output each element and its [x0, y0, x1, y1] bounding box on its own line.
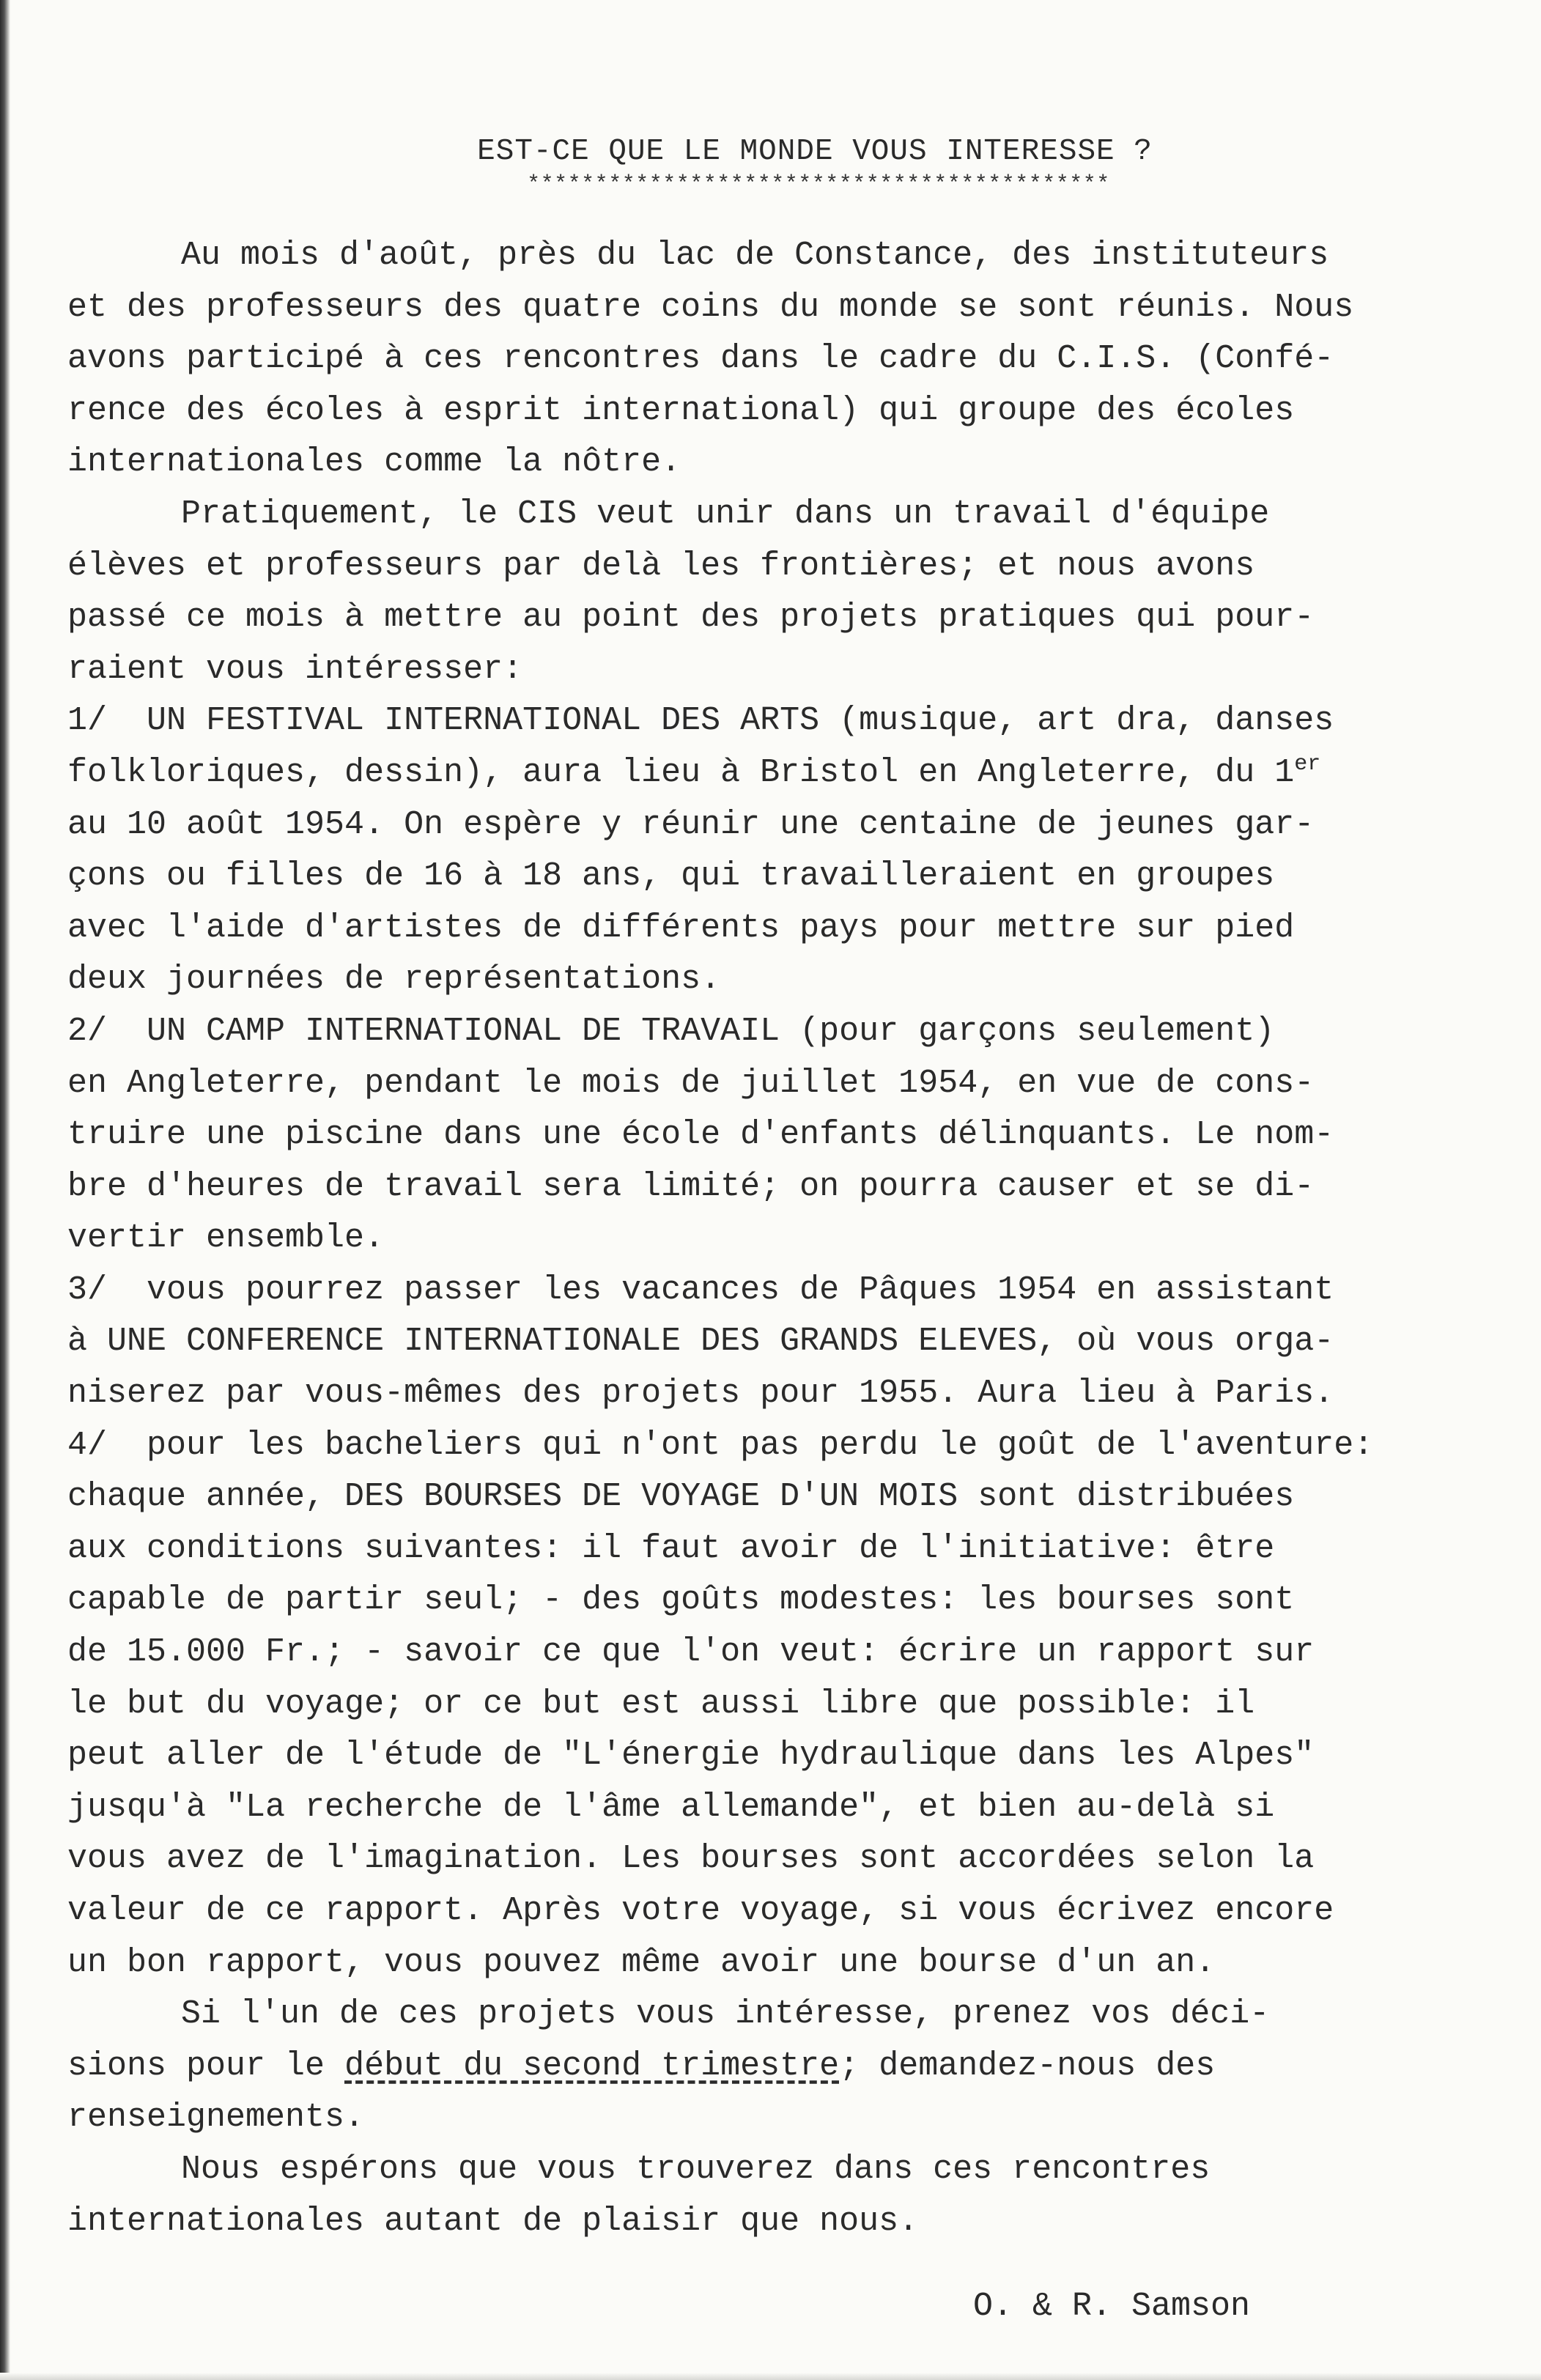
superscript: er [1294, 751, 1321, 777]
text-line: 3/ vous pourrez passer les vacances de Pâques 1954 en assistant [67, 1271, 1334, 1309]
text-segment: folkloriques, dessin), aura lieu à Bristol en Angleterre, du 1 [67, 753, 1295, 791]
text-line: chaque année, DES BOURSES DE VOYAGE D'UN MOIS sont distribuées [67, 1478, 1295, 1516]
text-line: 4/ pour les bacheliers qui n'ont pas perdu le goût de l'aventure: [67, 1426, 1374, 1464]
text-line: avec l'aide d'artistes de différents pays pour mettre sur pied [67, 909, 1295, 947]
text-line: raient vous intéresser: [67, 650, 523, 688]
title-rule: ******************************************* [527, 172, 1110, 197]
text-line: élèves et professeurs par delà les frontières; et nous avons [67, 547, 1255, 585]
text-line: au 10 août 1954. On espère y réunir une centaine de jeunes gar- [67, 805, 1315, 843]
text-line: Nous espérons que vous trouverez dans ces rencontres [181, 2150, 1211, 2188]
signature: O. & R. Samson [973, 2288, 1251, 2325]
text-line: de 15.000 Fr.; - savoir ce que l'on veut: écrire un rapport sur [67, 1633, 1315, 1671]
page-title: EST-CE QUE LE MONDE VOUS INTERESSE ? [477, 135, 1153, 169]
text-line: internationales comme la nôtre. [67, 443, 681, 481]
text-line: vous avez de l'imagination. Les bourses sont accordées selon la [67, 1840, 1315, 1878]
text-segment: ; demandez-nous des [839, 2047, 1216, 2085]
text-line: vertir ensemble. [67, 1219, 385, 1257]
text-line: aux conditions suivantes: il faut avoir de l'initiative: être [67, 1529, 1275, 1567]
text-line: renseignements. [67, 2099, 365, 2137]
underlined-phrase: début du second trimestre [344, 2047, 840, 2085]
text-line: le but du voyage; or ce but est aussi libre que possible: il [67, 1685, 1255, 1723]
text-line: niserez par vous-mêmes des projets pour 1955. Aura lieu à Paris. [67, 1375, 1334, 1413]
text-line [67, 2041, 1474, 2093]
text-line: Pratiquement, le CIS veut unir dans un travail d'équipe [181, 495, 1270, 533]
text-line: Au mois d'août, près du lac de Constance, des instituteurs [181, 237, 1329, 274]
text-line: passé ce mois à mettre au point des projets pratiques qui pour- [67, 599, 1315, 637]
text-line [67, 747, 1474, 799]
text-line: rence des écoles à esprit international) qui groupe des écoles [67, 391, 1295, 429]
text-line: Si l'un de ces projets vous intéresse, prenez vos déci- [181, 1995, 1270, 2033]
text-line: jusqu'à "La recherche de l'âme allemande", et bien au-delà si [67, 1788, 1275, 1826]
text-line: deux journées de représentations. [67, 961, 721, 999]
text-segment: sions pour le [67, 2047, 345, 2085]
text-line: çons ou filles de 16 à 18 ans, qui travailleraient en groupes [67, 857, 1275, 895]
text-line: à UNE CONFERENCE INTERNATIONALE DES GRANDS ELEVES, où vous orga- [67, 1323, 1334, 1361]
text-line: bre d'heures de travail sera limité; on pourra causer et se di- [67, 1167, 1315, 1205]
text-line: truire une piscine dans une école d'enfants délinquants. Le nom- [67, 1116, 1334, 1154]
text-line: capable de partir seul; - des goûts modestes: les bourses sont [67, 1581, 1295, 1619]
text-line: 2/ UN CAMP INTERNATIONAL DE TRAVAIL (pour garçons seulement) [67, 1012, 1275, 1050]
text-line: et des professeurs des quatre coins du monde se sont réunis. Nous [67, 288, 1354, 326]
text-line: un bon rapport, vous pouvez même avoir une bourse d'un an. [67, 1943, 1216, 1981]
text-line: 1/ UN FESTIVAL INTERNATIONAL DES ARTS (musique, art dra, danses [67, 702, 1334, 740]
scan-left-edge [0, 0, 10, 2380]
text-line: internationales autant de plaisir que nous. [67, 2202, 919, 2240]
text-line: en Angleterre, pendant le mois de juillet 1954, en vue de cons- [67, 1064, 1315, 1102]
text-line: valeur de ce rapport. Après votre voyage, si vous écrivez encore [67, 1892, 1334, 1929]
text-line: peut aller de l'étude de "L'énergie hydraulique dans les Alpes" [67, 1737, 1315, 1775]
scan-bottom-edge [0, 2373, 1541, 2380]
text-line: avons participé à ces rencontres dans le cadre du C.I.S. (Confé- [67, 340, 1334, 378]
typewritten-body [67, 132, 1474, 2247]
